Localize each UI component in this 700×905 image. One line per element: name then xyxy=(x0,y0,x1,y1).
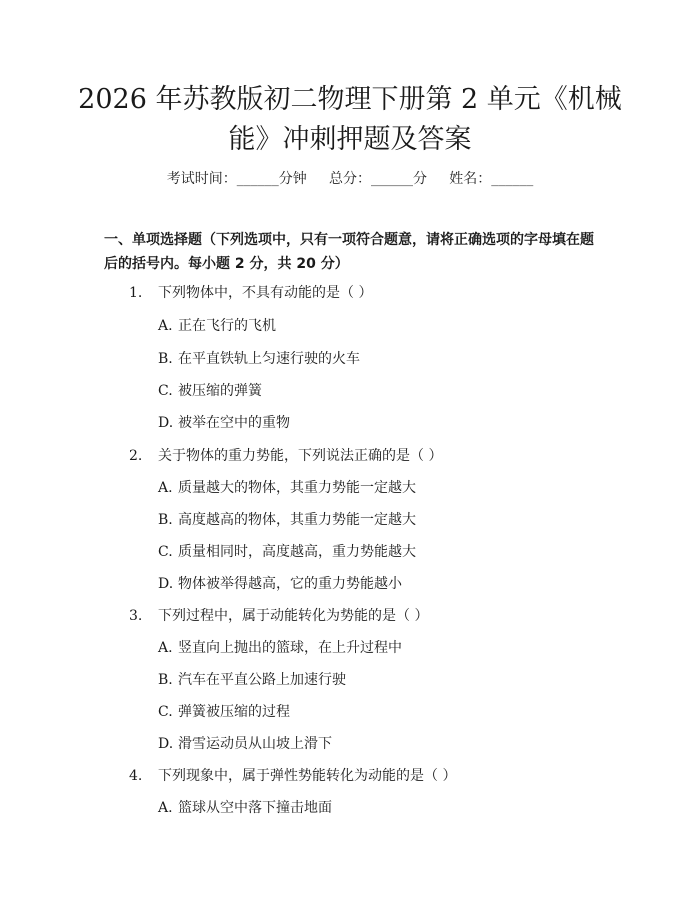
question-text: 下列过程中，属于动能转化为势能的是（ ） xyxy=(158,608,429,624)
option-text: 质量越大的物体，其重力势能一定越大 xyxy=(178,480,416,496)
question-3-option-b xyxy=(158,670,346,690)
question-2-option-c xyxy=(158,542,416,562)
option-letter: D. xyxy=(158,415,174,431)
option-text: 竖直向上抛出的篮球，在上升过程中 xyxy=(178,640,402,656)
question-1-option-b xyxy=(158,349,360,369)
option-text: 质量相同时，高度越高，重力势能越大 xyxy=(178,544,416,560)
document-title-line-1: 2026 年苏教版初二物理下册第 2 单元《机械 xyxy=(78,84,622,115)
option-letter: B. xyxy=(158,672,173,688)
option-text: 滑雪运动员从山坡上滑下 xyxy=(178,736,332,752)
option-text: 被压缩的弹簧 xyxy=(178,383,262,399)
option-text: 物体被举得越高，它的重力势能越小 xyxy=(178,576,402,592)
option-letter: D. xyxy=(158,736,174,752)
question-3-option-a xyxy=(158,638,402,658)
question-number: 4. xyxy=(129,768,143,784)
question-text: 关于物体的重力势能，下列说法正确的是（ ） xyxy=(158,448,443,464)
option-letter: C. xyxy=(158,704,173,720)
option-letter: A. xyxy=(158,640,173,656)
question-3 xyxy=(129,606,428,626)
section-1-header: 一、单项选择题（下列选项中，只有一项符合题意，请将正确选项的字母填在题后的括号内。每小题 2 分，共 20 分） xyxy=(104,232,594,272)
option-letter: A. xyxy=(158,318,173,334)
question-4-option-a xyxy=(158,798,332,818)
option-text: 弹簧被压缩的过程 xyxy=(178,704,290,720)
option-text: 篮球从空中落下撞击地面 xyxy=(178,800,332,816)
question-2-option-b xyxy=(158,510,416,530)
document-title-line-2: 能》冲刺押题及答案 xyxy=(228,124,472,155)
option-letter: A. xyxy=(158,800,173,816)
question-1-option-a xyxy=(158,316,276,336)
option-letter: B. xyxy=(158,512,173,528)
option-text: 在平直铁轨上匀速行驶的火车 xyxy=(178,351,360,367)
option-text: 正在飞行的飞机 xyxy=(178,318,276,334)
question-1-option-d xyxy=(158,413,290,433)
option-letter: C. xyxy=(158,544,173,560)
option-text: 高度越高的物体，其重力势能一定越大 xyxy=(178,512,416,528)
question-3-option-d xyxy=(158,734,332,754)
option-letter: B. xyxy=(158,351,173,367)
option-letter: C. xyxy=(158,383,173,399)
option-letter: D. xyxy=(158,576,174,592)
question-text: 下列现象中，属于弹性势能转化为动能的是（ ） xyxy=(158,768,457,784)
question-text: 下列物体中，不具有动能的是（ ） xyxy=(158,285,373,301)
question-number: 3. xyxy=(129,608,143,624)
question-4 xyxy=(129,766,456,786)
option-letter: A. xyxy=(158,480,173,496)
question-1-option-c xyxy=(158,381,262,401)
question-number: 2. xyxy=(129,448,143,464)
option-text: 汽车在平直公路上加速行驶 xyxy=(178,672,346,688)
option-text: 被举在空中的重物 xyxy=(178,415,290,431)
question-3-option-c xyxy=(158,702,290,722)
question-2 xyxy=(129,446,442,466)
question-2-option-d xyxy=(158,574,402,594)
exam-info-line: 考试时间：______分钟 总分：______分 姓名：______ xyxy=(166,171,534,187)
question-number: 1. xyxy=(129,285,143,301)
question-1 xyxy=(129,283,372,303)
question-2-option-a xyxy=(158,478,416,498)
